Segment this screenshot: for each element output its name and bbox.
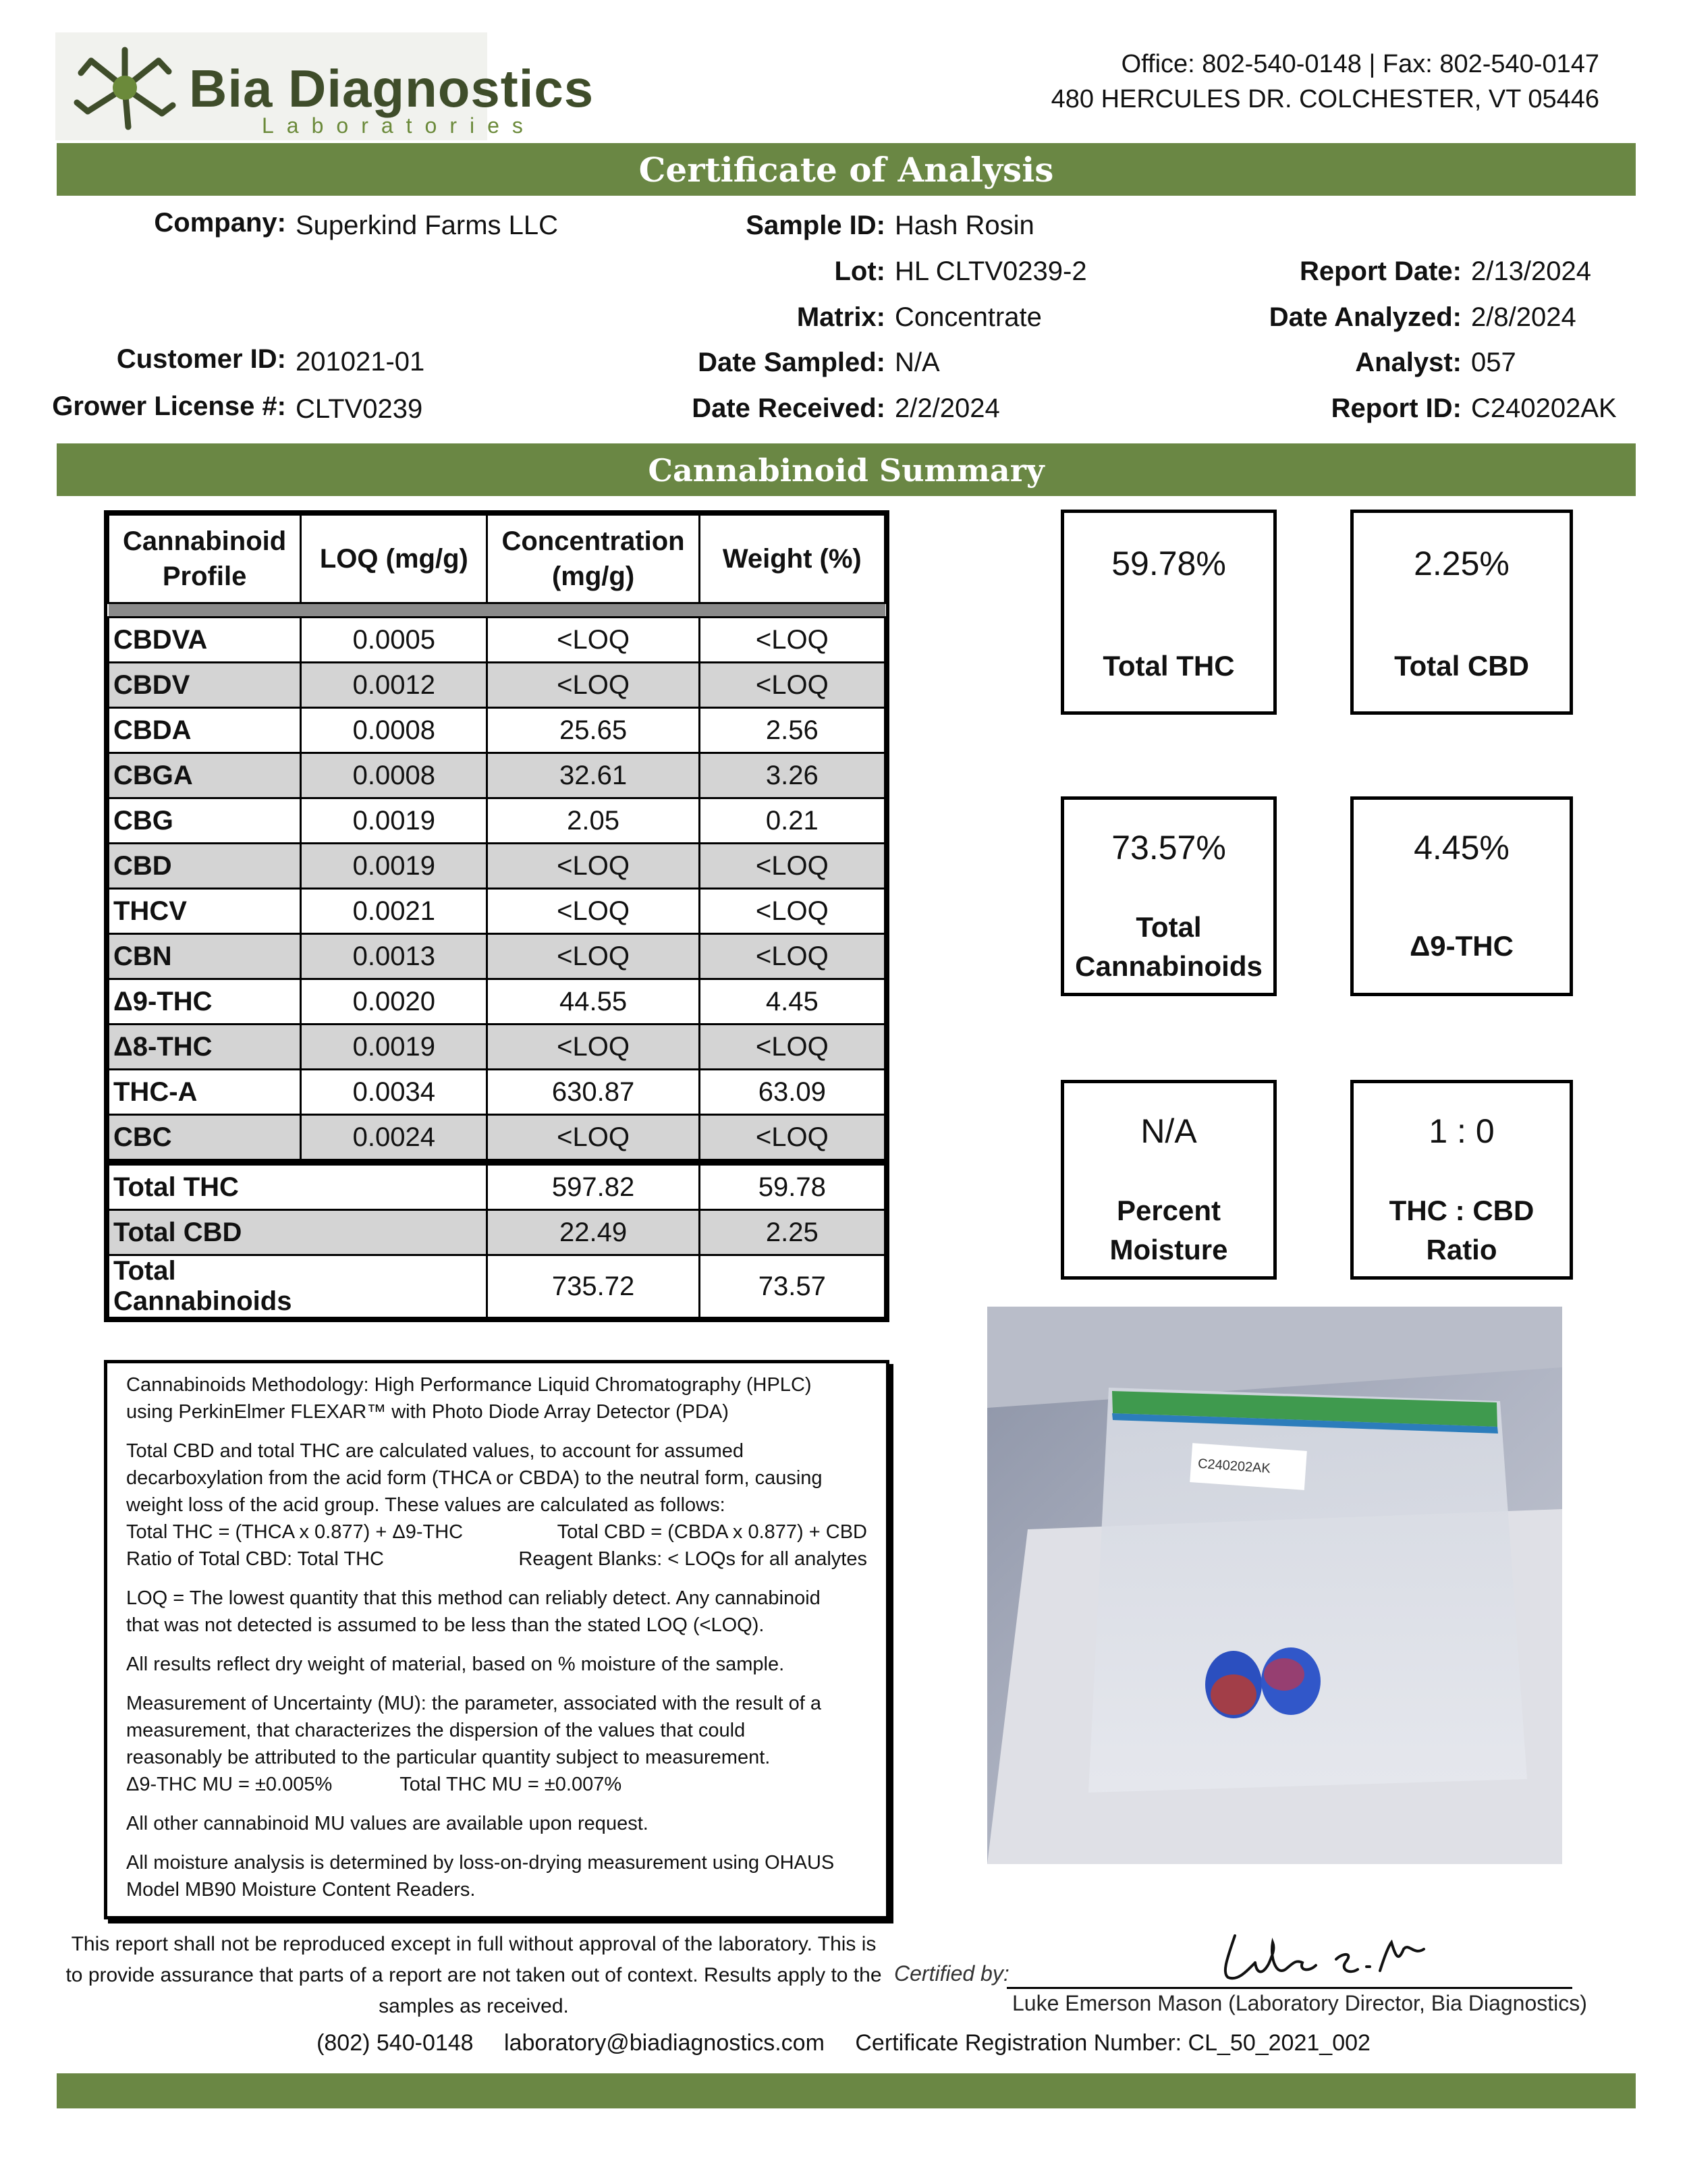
moisture-label-2: Moisture: [1109, 1234, 1228, 1265]
cell-total-weight: 2.25: [699, 1210, 885, 1255]
cell-name: CBDA: [109, 708, 301, 753]
cell-conc: 32.61: [487, 753, 699, 798]
cell-loq: 0.0008: [301, 708, 487, 753]
methodology-p3-line1: LOQ = The lowest quantity that this method can reliably detect. Any cannabinoid: [126, 1587, 821, 1609]
grower-license-value: CLTV0239: [296, 394, 423, 424]
disclaimer: [55, 1929, 892, 2022]
sample-photo: [987, 1307, 1562, 1864]
table-row: [109, 618, 885, 663]
cell-loq: 0.0019: [301, 1025, 487, 1070]
d9-thc-value: 4.45%: [1414, 829, 1510, 867]
ratio-label-2: Ratio: [1426, 1234, 1497, 1265]
cell-conc: <LOQ: [487, 844, 699, 889]
cell-total-conc: 735.72: [487, 1255, 699, 1318]
cell-name: CBDVA: [109, 618, 301, 663]
cell-total-conc: 597.82: [487, 1162, 699, 1210]
cell-loq: 0.0021: [301, 889, 487, 934]
methodology-p7-line2: Model MB90 Moisture Content Readers.: [126, 1879, 476, 1901]
date-received-value: 2/2/2024: [895, 393, 1000, 423]
d9-thc-mu: Δ9-THC MU = ±0.005%: [126, 1774, 333, 1795]
d9-thc-label: Δ9-THC: [1410, 930, 1514, 962]
report-id-value: C240202AK: [1471, 393, 1617, 423]
table-row: [109, 934, 885, 979]
cell-name: CBC: [109, 1115, 301, 1163]
certified-by-label: Certified by:: [894, 1961, 1010, 1986]
footer-contact: [0, 2030, 1687, 2056]
cell-empty: [301, 1210, 487, 1255]
methodology-p2-line1: Total CBD and total THC are calculated values, to account for assumed: [126, 1440, 744, 1462]
methodology-p5-line3: reasonably be attributed to the particular quantity subject to measurement.: [126, 1747, 771, 1768]
ratio-label-1: THC : CBD: [1389, 1195, 1534, 1226]
cell-weight: <LOQ: [699, 618, 885, 663]
cell-total-name: Total Cannabinoids: [109, 1255, 301, 1318]
date-analyzed-value: 2/8/2024: [1471, 302, 1576, 332]
lab-address: 480 HERCULES DR. COLCHESTER, VT 05446: [1051, 85, 1599, 113]
cell-name: CBDV: [109, 663, 301, 708]
cell-weight: <LOQ: [699, 1115, 885, 1163]
lot-label: Lot:: [834, 256, 885, 286]
table-row: [109, 889, 885, 934]
customer-id-value: 201021-01: [296, 347, 425, 377]
report-id-label: Report ID:: [1331, 393, 1462, 423]
cell-name: THC-A: [109, 1070, 301, 1115]
table-row: [109, 1070, 885, 1115]
table-row: [109, 708, 885, 753]
methodology-p1-line2: using PerkinElmer FLEXAR™ with Photo Diode Array Detector (PDA): [126, 1401, 729, 1423]
analyst-value: 057: [1471, 348, 1516, 377]
disclaimer-line3: samples as received.: [379, 1995, 569, 2017]
cell-loq: 0.0019: [301, 798, 487, 844]
cell-conc: 2.05: [487, 798, 699, 844]
cell-empty: [301, 1255, 487, 1318]
total-row: [109, 1210, 885, 1255]
cell-weight: 0.21: [699, 798, 885, 844]
cell-name: CBN: [109, 934, 301, 979]
methodology-p3-line2: that was not detected is assumed to be less than the stated LOQ (<LOQ).: [126, 1614, 765, 1636]
total-thc-box: [1061, 510, 1277, 715]
total-cannabinoids-label-1: Total: [1136, 911, 1202, 943]
methodology-p4: All results reflect dry weight of material, based on % moisture of the sample.: [126, 1654, 785, 1675]
date-sampled-label: Date Sampled:: [698, 348, 885, 377]
methodology-p1-line1: Cannabinoids Methodology: High Performance Liquid Chromatography (HPLC): [126, 1374, 812, 1396]
methodology-p6: All other cannabinoid MU values are available upon request.: [126, 1813, 648, 1834]
cell-loq: 0.0034: [301, 1070, 487, 1115]
methodology-p2-line3: weight loss of the acid group. These values are calculated as follows:: [126, 1494, 725, 1516]
date-analyzed-label: Date Analyzed:: [1269, 302, 1462, 332]
signature-image: [1208, 1922, 1437, 1990]
matrix-value: Concentrate: [895, 302, 1042, 332]
table-row: [109, 663, 885, 708]
total-thc-formula: Total THC = (THCA x 0.877) + Δ9-THC: [126, 1521, 464, 1543]
report-date-label: Report Date:: [1299, 256, 1462, 286]
logo-subtitle: Laboratories: [262, 113, 536, 138]
col-header-loq: LOQ (mg/g): [301, 515, 487, 603]
company-value: Superkind Farms LLC: [296, 211, 559, 240]
methodology-notes: [104, 1360, 889, 1919]
footer-phone: (802) 540-0148: [316, 2030, 474, 2056]
cell-loq: 0.0005: [301, 618, 487, 663]
sample-id-value: Hash Rosin: [895, 211, 1034, 240]
cell-weight: <LOQ: [699, 663, 885, 708]
table-row: [109, 979, 885, 1025]
cell-conc: 44.55: [487, 979, 699, 1025]
total-cbd-value: 2.25%: [1414, 545, 1510, 582]
cell-conc: 630.87: [487, 1070, 699, 1115]
signature-line: [1007, 1987, 1572, 1989]
lot-value: HL CLTV0239-2: [895, 256, 1087, 286]
analyst-label: Analyst:: [1355, 348, 1462, 377]
col-header-weight: Weight (%): [699, 515, 885, 603]
cell-name: CBG: [109, 798, 301, 844]
methodology-p2-line2: decarboxylation from the acid form (THCA or CBDA) to the neutral form, causing: [126, 1467, 823, 1489]
cell-conc: <LOQ: [487, 618, 699, 663]
cell-weight: <LOQ: [699, 844, 885, 889]
bia-logo-icon: [67, 40, 182, 135]
cell-conc: <LOQ: [487, 1115, 699, 1163]
total-thc-label: Total THC: [1103, 650, 1235, 682]
cell-loq: 0.0008: [301, 753, 487, 798]
date-sampled-value: N/A: [895, 348, 940, 377]
cell-name: THCV: [109, 889, 301, 934]
cell-total-weight: 59.78: [699, 1162, 885, 1210]
company-label: Company:: [154, 208, 286, 238]
table-row: [109, 844, 885, 889]
cannabinoid-summary-title: Cannabinoid Summary: [57, 443, 1636, 496]
cell-empty: [301, 1162, 487, 1210]
methodology-p7-line1: All moisture analysis is determined by loss-on-drying measurement using OHAUS: [126, 1852, 835, 1874]
footer-bar: [57, 2073, 1636, 2108]
cannabinoid-table: [104, 510, 889, 1322]
cell-conc: 25.65: [487, 708, 699, 753]
cell-weight: <LOQ: [699, 889, 885, 934]
table-row: [109, 798, 885, 844]
matrix-label: Matrix:: [796, 302, 885, 332]
total-thc-mu: Total THC MU = ±0.007%: [399, 1774, 622, 1795]
table-row: [109, 1115, 885, 1163]
footer-registration: Certificate Registration Number: CL_50_2021_002: [855, 2030, 1371, 2056]
total-row: [109, 1162, 885, 1210]
moisture-value: N/A: [1140, 1112, 1197, 1150]
cell-weight: 2.56: [699, 708, 885, 753]
cell-total-name: Total THC: [109, 1162, 301, 1210]
cell-name: Δ8-THC: [109, 1025, 301, 1070]
disclaimer-line2: to provide assurance that parts of a report are not taken out of context. Results apply to the: [65, 1964, 882, 1986]
cell-conc: <LOQ: [487, 663, 699, 708]
total-cannabinoids-box: [1061, 796, 1277, 996]
cell-name: CBD: [109, 844, 301, 889]
sample-id-label: Sample ID:: [746, 211, 885, 240]
cell-weight: <LOQ: [699, 934, 885, 979]
ratio-box: [1350, 1080, 1573, 1280]
total-cbd-label: Total CBD: [1394, 650, 1529, 682]
cell-name: Δ9-THC: [109, 979, 301, 1025]
logo-name: Bia Diagnostics: [189, 59, 594, 118]
reagent-blanks-note: Reagent Blanks: < LOQs for all analytes: [518, 1548, 867, 1570]
table-row: [109, 1025, 885, 1070]
cell-name: CBGA: [109, 753, 301, 798]
col-header-concentration: Concentration (mg/g): [487, 515, 699, 603]
total-cannabinoids-value: 73.57%: [1111, 829, 1226, 867]
cell-loq: 0.0024: [301, 1115, 487, 1163]
table-row: [109, 753, 885, 798]
date-received-label: Date Received:: [692, 393, 885, 423]
cell-loq: 0.0012: [301, 663, 487, 708]
disclaimer-line1: This report shall not be reproduced except in full without approval of the laboratory. This is: [71, 1933, 877, 1955]
d9-thc-box: [1350, 796, 1573, 996]
cell-total-weight: 73.57: [699, 1255, 885, 1318]
cell-total-name: Total CBD: [109, 1210, 301, 1255]
certificate-title: Certificate of Analysis: [57, 143, 1636, 196]
total-row: [109, 1255, 885, 1318]
moisture-label-1: Percent: [1116, 1195, 1221, 1226]
methodology-p5-line2: measurement, that characterizes the dispersion of the values that could: [126, 1720, 746, 1741]
report-date-value: 2/13/2024: [1471, 256, 1591, 286]
grower-license-label: Grower License #:: [52, 391, 286, 421]
cell-conc: <LOQ: [487, 1025, 699, 1070]
cell-loq: 0.0013: [301, 934, 487, 979]
cell-weight: 4.45: [699, 979, 885, 1025]
cell-conc: <LOQ: [487, 934, 699, 979]
customer-id-label: Customer ID:: [116, 344, 286, 374]
ratio-note: Ratio of Total CBD: Total THC: [126, 1548, 384, 1570]
cell-total-conc: 22.49: [487, 1210, 699, 1255]
cell-weight: <LOQ: [699, 1025, 885, 1070]
methodology-p5-line1: Measurement of Uncertainty (MU): the parameter, associated with the result of a: [126, 1693, 821, 1714]
moisture-box: [1061, 1080, 1277, 1280]
cell-weight: 3.26: [699, 753, 885, 798]
col-header-profile: Cannabinoid Profile: [109, 515, 301, 603]
cell-loq: 0.0019: [301, 844, 487, 889]
ratio-value: 1 : 0: [1429, 1112, 1495, 1150]
total-cannabinoids-label-2: Cannabinoids: [1075, 950, 1263, 982]
cell-weight: 63.09: [699, 1070, 885, 1115]
lab-phone-fax: Office: 802-540-0148 | Fax: 802-540-0147: [1121, 50, 1599, 78]
total-cbd-formula: Total CBD = (CBDA x 0.877) + CBD: [557, 1521, 867, 1543]
footer-email[interactable]: laboratory@biadiagnostics.com: [504, 2030, 825, 2056]
signer-name: Luke Emerson Mason (Laboratory Director, Bia Diagnostics): [1012, 1991, 1587, 2015]
cell-loq: 0.0020: [301, 979, 487, 1025]
bag-label-text: C240202AK: [1197, 1456, 1271, 1477]
total-cbd-box: [1350, 510, 1573, 715]
cell-conc: <LOQ: [487, 889, 699, 934]
total-thc-value: 59.78%: [1111, 545, 1226, 582]
